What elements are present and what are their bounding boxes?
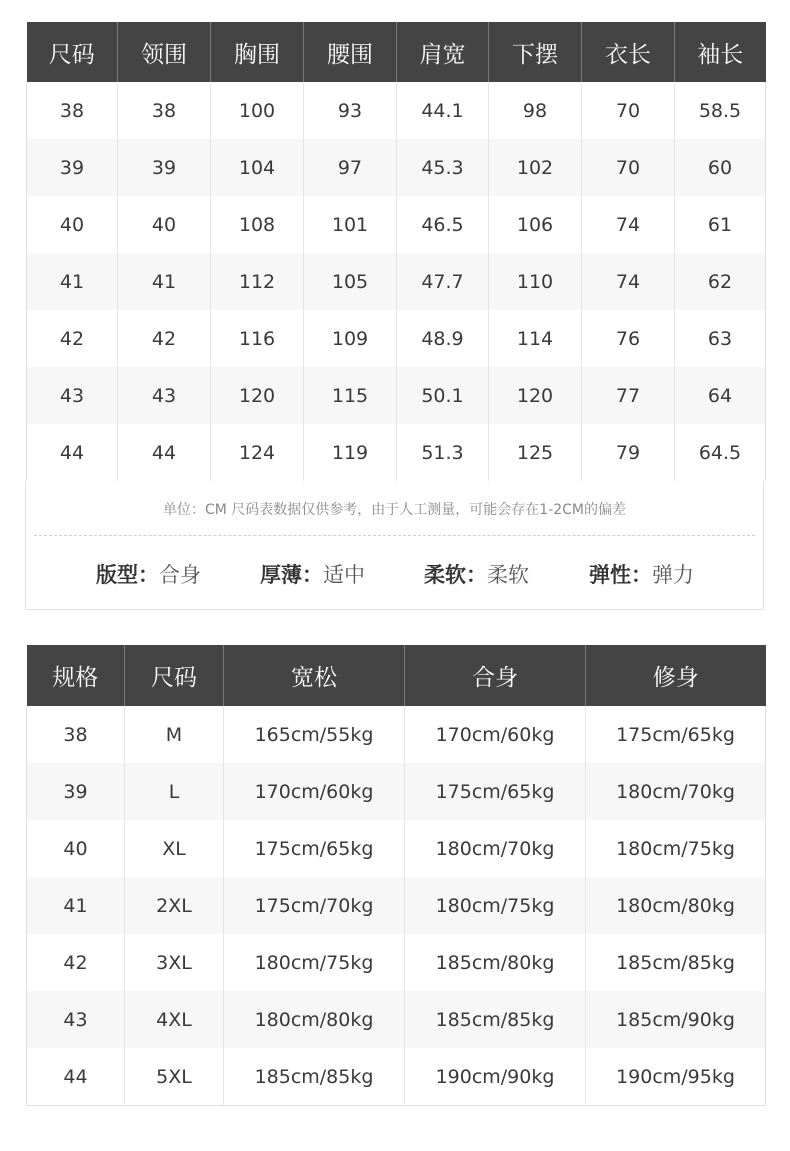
table-row [27,310,766,367]
size-cell: 110 [489,253,582,310]
fit-cell: 170cm/60kg [224,763,405,820]
size-cell: 100 [211,82,304,139]
fit-cell: 180cm/75kg [405,877,586,934]
table-row [27,934,766,991]
table-row [27,196,766,253]
size-cell: 97 [304,139,397,196]
size-cell: 46.5 [397,196,489,253]
size-header-cell: 肩宽 [397,22,489,82]
size-cell: 60 [675,139,766,196]
table-row [27,706,766,763]
attribute-key: 柔软： [424,563,487,587]
fit-cell: 175cm/65kg [224,820,405,877]
attribute-thickness [260,559,365,589]
size-cell: 44 [118,424,211,481]
size-cell: 101 [304,196,397,253]
size-cell: 47.7 [397,253,489,310]
size-header-cell: 下摆 [489,22,582,82]
attribute-fit [96,559,201,589]
size-cell: 108 [211,196,304,253]
size-table [26,22,766,481]
attribute-value: 弹力 [652,563,694,587]
fit-cell: XL [125,820,224,877]
table-row [27,139,766,196]
size-cell: 40 [118,196,211,253]
fit-cell: M [125,706,224,763]
table-row [27,82,766,139]
fit-cell: 180cm/75kg [586,820,766,877]
size-cell: 79 [582,424,675,481]
size-cell: 64.5 [675,424,766,481]
size-header-cell: 尺码 [27,22,118,82]
size-cell: 61 [675,196,766,253]
size-cell: 105 [304,253,397,310]
fit-cell: 2XL [125,877,224,934]
size-cell: 98 [489,82,582,139]
attribute-softness [424,559,529,589]
size-cell: 40 [27,196,118,253]
attribute-value: 柔软 [487,563,529,587]
fit-header-cell: 修身 [586,645,766,706]
fit-cell: 43 [27,991,125,1048]
fit-cell: 44 [27,1048,125,1106]
table-row [27,877,766,934]
attribute-key: 厚薄： [260,563,323,587]
size-cell: 125 [489,424,582,481]
table-row [27,820,766,877]
size-header-cell: 胸围 [211,22,304,82]
table-row [27,763,766,820]
table-row [27,253,766,310]
fit-cell: 185cm/90kg [586,991,766,1048]
size-cell: 43 [118,367,211,424]
product-attributes [26,559,763,595]
fit-header-cell: 宽松 [224,645,405,706]
attribute-key: 弹性： [589,563,652,587]
size-cell: 112 [211,253,304,310]
fit-cell: 190cm/95kg [586,1048,766,1106]
size-cell: 106 [489,196,582,253]
size-header-cell: 领围 [118,22,211,82]
fit-cell: 180cm/70kg [586,763,766,820]
size-cell: 76 [582,310,675,367]
fit-cell: 180cm/80kg [586,877,766,934]
size-cell: 62 [675,253,766,310]
size-cell: 38 [118,82,211,139]
fit-cell: 4XL [125,991,224,1048]
size-cell: 120 [489,367,582,424]
fit-header-cell: 规格 [27,645,125,706]
fit-cell: 185cm/85kg [586,934,766,991]
attribute-value: 合身 [159,563,201,587]
size-cell: 50.1 [397,367,489,424]
fit-cell: 41 [27,877,125,934]
size-cell: 43 [27,367,118,424]
size-cell: 102 [489,139,582,196]
fit-cell: 180cm/80kg [224,991,405,1048]
size-cell: 42 [27,310,118,367]
fit-cell: 3XL [125,934,224,991]
fit-cell: 42 [27,934,125,991]
fit-cell: 175cm/65kg [405,763,586,820]
size-cell: 70 [582,139,675,196]
size-cell: 116 [211,310,304,367]
measurement-note: 单位：CM 尺码表数据仅供参考，由于人工测量，可能会存在1-2CM的偏差 [162,502,627,518]
size-cell: 93 [304,82,397,139]
size-cell: 58.5 [675,82,766,139]
fit-cell: 175cm/65kg [586,706,766,763]
fit-header-cell: 合身 [405,645,586,706]
size-header-cell: 袖长 [675,22,766,82]
size-cell: 70 [582,82,675,139]
size-cell: 48.9 [397,310,489,367]
size-cell: 39 [118,139,211,196]
fit-cell: 190cm/90kg [405,1048,586,1106]
size-header-cell: 腰围 [304,22,397,82]
size-cell: 64 [675,367,766,424]
size-cell: 109 [304,310,397,367]
size-cell: 124 [211,424,304,481]
size-header-cell: 衣长 [582,22,675,82]
size-cell: 74 [582,196,675,253]
fit-cell: 175cm/70kg [224,877,405,934]
size-cell: 38 [27,82,118,139]
size-cell: 115 [304,367,397,424]
table-row [27,424,766,481]
fit-table-header-row [27,645,766,706]
fit-cell: 185cm/80kg [405,934,586,991]
dashed-divider [34,535,755,536]
fit-cell: 40 [27,820,125,877]
fit-cell: L [125,763,224,820]
size-cell: 104 [211,139,304,196]
size-cell: 41 [118,253,211,310]
size-cell: 42 [118,310,211,367]
size-cell: 74 [582,253,675,310]
table-row [27,367,766,424]
size-cell: 45.3 [397,139,489,196]
fit-cell: 38 [27,706,125,763]
size-cell: 44 [27,424,118,481]
size-table-header-row [27,22,766,82]
size-cell: 77 [582,367,675,424]
size-note-box [25,481,764,610]
attribute-value: 适中 [323,563,365,587]
fit-cell: 165cm/55kg [224,706,405,763]
size-cell: 41 [27,253,118,310]
fit-cell: 170cm/60kg [405,706,586,763]
table-row [27,991,766,1048]
fit-cell: 5XL [125,1048,224,1106]
fit-cell: 185cm/85kg [405,991,586,1048]
fit-table [26,645,766,1106]
attribute-elasticity [589,559,694,589]
size-cell: 120 [211,367,304,424]
attribute-key: 版型： [96,563,159,587]
fit-cell: 180cm/70kg [405,820,586,877]
size-cell: 114 [489,310,582,367]
fit-cell: 180cm/75kg [224,934,405,991]
fit-header-cell: 尺码 [125,645,224,706]
size-cell: 39 [27,139,118,196]
size-cell: 119 [304,424,397,481]
size-cell: 51.3 [397,424,489,481]
size-cell: 44.1 [397,82,489,139]
fit-cell: 39 [27,763,125,820]
table-row [27,1048,766,1106]
size-cell: 63 [675,310,766,367]
fit-cell: 185cm/85kg [224,1048,405,1106]
